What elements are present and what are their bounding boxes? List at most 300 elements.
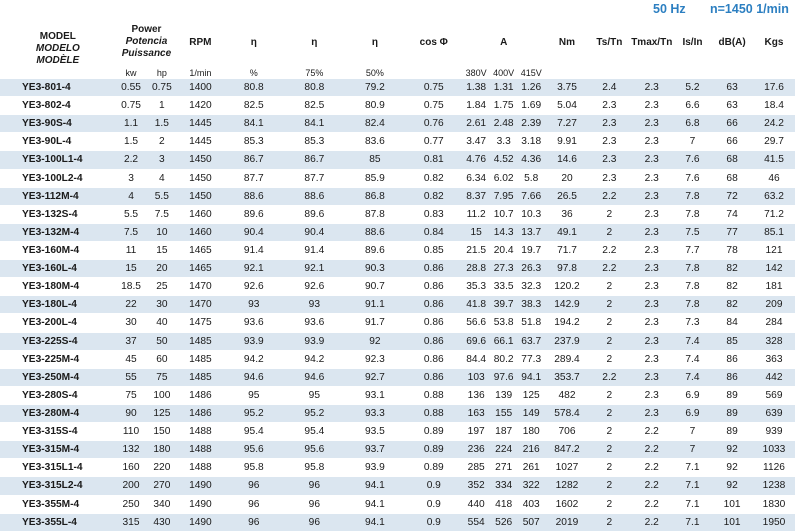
value-cell: 13.7 <box>517 223 545 241</box>
value-cell: 7.1 <box>674 513 711 531</box>
value-cell: 87.8 <box>345 205 406 223</box>
value-cell: 1485 <box>177 350 223 368</box>
value-cell: 96 <box>284 495 345 513</box>
value-cell: 60 <box>146 350 177 368</box>
value-cell: 125 <box>517 386 545 404</box>
value-cell: 5.2 <box>674 79 711 97</box>
value-cell: 39.7 <box>490 296 518 314</box>
value-cell: 91.1 <box>345 296 406 314</box>
value-cell: 92 <box>345 332 406 350</box>
value-cell: 2.3 <box>630 205 674 223</box>
value-cell: 93.3 <box>345 404 406 422</box>
table-row <box>0 423 795 441</box>
value-cell: 0.77 <box>405 133 462 151</box>
value-cell: 2.3 <box>630 260 674 278</box>
table-row <box>0 459 795 477</box>
value-cell: 71.2 <box>753 205 795 223</box>
value-cell: 2.3 <box>630 350 674 368</box>
torque-header: Nm <box>558 36 576 48</box>
value-cell: 0.86 <box>405 260 462 278</box>
efficiency-header: η <box>250 36 257 48</box>
value-cell: 1488 <box>177 441 223 459</box>
is-in-header: Is/In <box>682 36 703 48</box>
value-cell: 95.4 <box>224 423 285 441</box>
value-cell: 1485 <box>177 368 223 386</box>
value-cell: 97.6 <box>490 368 518 386</box>
value-cell: 706 <box>545 423 589 441</box>
motor-spec-table <box>0 20 795 531</box>
value-cell: 14.3 <box>490 223 518 241</box>
unit-380v: 380V <box>465 68 487 78</box>
value-cell: 86.8 <box>345 187 406 205</box>
unit-400v: 400V <box>493 68 515 78</box>
value-cell: 2.3 <box>630 187 674 205</box>
value-cell: 418 <box>490 495 518 513</box>
value-cell: 94.2 <box>224 350 285 368</box>
value-cell: 18.5 <box>116 278 147 296</box>
value-cell: 21.5 <box>462 241 490 259</box>
value-cell: 132 <box>116 441 147 459</box>
value-cell: 96 <box>284 513 345 531</box>
value-cell: 86 <box>711 368 753 386</box>
unit-eta-75: 75% <box>305 68 324 78</box>
value-cell: 289.4 <box>545 350 589 368</box>
value-cell: 90 <box>116 404 147 422</box>
value-cell: 442 <box>753 368 795 386</box>
value-cell: 96 <box>224 513 285 531</box>
value-cell: 28.8 <box>462 260 490 278</box>
ts-tn-header: Ts/Tn <box>596 36 623 48</box>
value-cell: 2.39 <box>517 115 545 133</box>
value-cell: 93.9 <box>345 459 406 477</box>
value-cell: 86 <box>711 350 753 368</box>
value-cell: 2.3 <box>589 151 630 169</box>
value-cell: 89.6 <box>224 205 285 223</box>
model-cell: YE3-200L-4 <box>0 314 116 332</box>
table-row <box>0 441 795 459</box>
value-cell: 1.69 <box>517 97 545 115</box>
value-cell: 7.8 <box>674 260 711 278</box>
value-cell: 82.4 <box>345 115 406 133</box>
value-cell: 1460 <box>177 223 223 241</box>
value-cell: 1400 <box>177 79 223 97</box>
value-cell: 1950 <box>753 513 795 531</box>
value-cell: 363 <box>753 350 795 368</box>
value-cell: 96 <box>224 477 285 495</box>
value-cell: 0.85 <box>405 241 462 259</box>
value-cell: 94.1 <box>345 477 406 495</box>
value-cell: 1.84 <box>462 97 490 115</box>
model-cell: YE3-280M-4 <box>0 404 116 422</box>
frequency-header <box>0 0 795 20</box>
model-cell: YE3-100L1-4 <box>0 151 116 169</box>
value-cell: 37 <box>116 332 147 350</box>
value-cell: 97.8 <box>545 260 589 278</box>
value-cell: 149 <box>517 404 545 422</box>
value-cell: 136 <box>462 386 490 404</box>
value-cell: 4 <box>116 187 147 205</box>
value-cell: 2.3 <box>630 223 674 241</box>
value-cell: 578.4 <box>545 404 589 422</box>
value-cell: 2.3 <box>630 169 674 187</box>
value-cell: 30 <box>146 296 177 314</box>
value-cell: 7.66 <box>517 187 545 205</box>
model-cell: YE3-90S-4 <box>0 115 116 133</box>
value-cell: 0.75 <box>146 79 177 97</box>
value-cell: 66 <box>711 133 753 151</box>
value-cell: 284 <box>753 314 795 332</box>
value-cell: 7.1 <box>674 495 711 513</box>
value-cell: 2.2 <box>630 513 674 531</box>
value-cell: 83.6 <box>345 133 406 151</box>
value-cell: 3.75 <box>545 79 589 97</box>
value-cell: 340 <box>146 495 177 513</box>
value-cell: 8.37 <box>462 187 490 205</box>
model-cell: YE3-225M-4 <box>0 350 116 368</box>
value-cell: 507 <box>517 513 545 531</box>
value-cell: 315 <box>116 513 147 531</box>
value-cell: 2 <box>589 314 630 332</box>
value-cell: 51.8 <box>517 314 545 332</box>
table-row <box>0 169 795 187</box>
value-cell: 11 <box>116 241 147 259</box>
value-cell: 110 <box>116 423 147 441</box>
value-cell: 29.7 <box>753 133 795 151</box>
value-cell: 261 <box>517 459 545 477</box>
value-cell: 7 <box>674 133 711 151</box>
model-cell: YE3-280S-4 <box>0 386 116 404</box>
value-cell: 0.9 <box>405 513 462 531</box>
value-cell: 4.76 <box>462 151 490 169</box>
value-cell: 22 <box>116 296 147 314</box>
value-cell: 26.3 <box>517 260 545 278</box>
value-cell: 18.4 <box>753 97 795 115</box>
value-cell: 95.6 <box>224 441 285 459</box>
value-cell: 220 <box>146 459 177 477</box>
value-cell: 41.5 <box>753 151 795 169</box>
value-cell: 92.1 <box>284 260 345 278</box>
value-cell: 2 <box>589 205 630 223</box>
value-cell: 88.6 <box>284 187 345 205</box>
value-cell: 236 <box>462 441 490 459</box>
value-cell: 82.5 <box>284 97 345 115</box>
value-cell: 72 <box>711 187 753 205</box>
value-cell: 63 <box>711 79 753 97</box>
value-cell: 92 <box>711 477 753 495</box>
value-cell: 1450 <box>177 151 223 169</box>
value-cell: 0.86 <box>405 350 462 368</box>
unit-415v: 415V <box>520 68 542 78</box>
value-cell: 26.5 <box>545 187 589 205</box>
value-cell: 96 <box>224 495 285 513</box>
value-cell: 1465 <box>177 241 223 259</box>
value-cell: 430 <box>146 513 177 531</box>
efficiency-50-header: η <box>371 36 378 48</box>
value-cell: 63.7 <box>517 332 545 350</box>
value-cell: 163 <box>462 404 490 422</box>
value-cell: 0.55 <box>116 79 147 97</box>
value-cell: 0.86 <box>405 332 462 350</box>
model-cell: YE3-180M-4 <box>0 278 116 296</box>
value-cell: 25 <box>146 278 177 296</box>
value-cell: 82.5 <box>224 97 285 115</box>
model-cell: YE3-90L-4 <box>0 133 116 151</box>
value-cell: 1490 <box>177 495 223 513</box>
value-cell: 80.2 <box>490 350 518 368</box>
value-cell: 94.1 <box>345 495 406 513</box>
value-cell: 0.81 <box>405 151 462 169</box>
model-cell: YE3-160L-4 <box>0 260 116 278</box>
value-cell: 6.34 <box>462 169 490 187</box>
value-cell: 85.3 <box>224 133 285 151</box>
value-cell: 92.6 <box>284 278 345 296</box>
value-cell: 847.2 <box>545 441 589 459</box>
value-cell: 17.6 <box>753 79 795 97</box>
value-cell: 1465 <box>177 260 223 278</box>
value-cell: 250 <box>116 495 147 513</box>
value-cell: 93.1 <box>345 386 406 404</box>
value-cell: 2.3 <box>630 115 674 133</box>
value-cell: 0.83 <box>405 205 462 223</box>
value-cell: 2 <box>589 332 630 350</box>
value-cell: 1.75 <box>490 97 518 115</box>
value-cell: 0.88 <box>405 386 462 404</box>
value-cell: 271 <box>490 459 518 477</box>
table-row <box>0 133 795 151</box>
value-cell: 68 <box>711 169 753 187</box>
value-cell: 0.86 <box>405 314 462 332</box>
value-cell: 2.3 <box>589 115 630 133</box>
value-cell: 2 <box>589 278 630 296</box>
value-cell: 91.4 <box>224 241 285 259</box>
model-cell: YE3-132M-4 <box>0 223 116 241</box>
value-cell: 1490 <box>177 513 223 531</box>
value-cell: 1470 <box>177 278 223 296</box>
value-cell: 7.8 <box>674 187 711 205</box>
value-cell: 0.86 <box>405 368 462 386</box>
value-cell: 554 <box>462 513 490 531</box>
value-cell: 216 <box>517 441 545 459</box>
model-cell: YE3-315M-4 <box>0 441 116 459</box>
value-cell: 2 <box>589 495 630 513</box>
spec-rows <box>0 79 795 531</box>
value-cell: 89 <box>711 404 753 422</box>
value-cell: 94.6 <box>284 368 345 386</box>
value-cell: 1450 <box>177 169 223 187</box>
value-cell: 1486 <box>177 404 223 422</box>
value-cell: 2.4 <box>589 79 630 97</box>
value-cell: 125 <box>146 404 177 422</box>
value-cell: 92 <box>711 459 753 477</box>
value-cell: 285 <box>462 459 490 477</box>
value-cell: 7.5 <box>146 205 177 223</box>
value-cell: 2 <box>589 350 630 368</box>
value-cell: 7.6 <box>674 151 711 169</box>
value-cell: 89 <box>711 386 753 404</box>
model-cell: YE3-160M-4 <box>0 241 116 259</box>
table-row <box>0 314 795 332</box>
value-cell: 68 <box>711 151 753 169</box>
value-cell: 1126 <box>753 459 795 477</box>
value-cell: 94.2 <box>284 350 345 368</box>
value-cell: 93.6 <box>284 314 345 332</box>
value-cell: 63.2 <box>753 187 795 205</box>
model-cell: YE3-355L-4 <box>0 513 116 531</box>
speed-label: n=1450 1/min <box>710 2 789 16</box>
value-cell: 121 <box>753 241 795 259</box>
unit-eta-50: 50% <box>365 68 384 78</box>
value-cell: 2.2 <box>589 260 630 278</box>
value-cell: 2.2 <box>630 477 674 495</box>
value-cell: 2.3 <box>630 151 674 169</box>
value-cell: 328 <box>753 332 795 350</box>
value-cell: 9.91 <box>545 133 589 151</box>
value-cell: 20 <box>545 169 589 187</box>
value-cell: 95 <box>284 386 345 404</box>
value-cell: 1490 <box>177 477 223 495</box>
value-cell: 120.2 <box>545 278 589 296</box>
value-cell: 0.82 <box>405 187 462 205</box>
weight-header: Kgs <box>764 36 784 48</box>
unit-eta-100: % <box>249 68 258 78</box>
value-cell: 10.3 <box>517 205 545 223</box>
value-cell: 7.6 <box>674 169 711 187</box>
value-cell: 2.61 <box>462 115 490 133</box>
value-cell: 63 <box>711 97 753 115</box>
value-cell: 1485 <box>177 332 223 350</box>
value-cell: 1.38 <box>462 79 490 97</box>
value-cell: 5.8 <box>517 169 545 187</box>
value-cell: 6.8 <box>674 115 711 133</box>
value-cell: 2.3 <box>589 169 630 187</box>
value-cell: 2 <box>589 296 630 314</box>
value-cell: 2.2 <box>589 368 630 386</box>
tmax-tn-header: Tmax/Tn <box>631 36 673 48</box>
value-cell: 2.3 <box>630 133 674 151</box>
value-cell: 0.9 <box>405 477 462 495</box>
value-cell: 84.1 <box>284 115 345 133</box>
value-cell: 95 <box>224 386 285 404</box>
table-row <box>0 223 795 241</box>
value-cell: 95.8 <box>224 459 285 477</box>
value-cell: 181 <box>753 278 795 296</box>
value-cell: 79.2 <box>345 79 406 97</box>
value-cell: 88.6 <box>224 187 285 205</box>
model-cell: YE3-801-4 <box>0 79 116 97</box>
table-row <box>0 386 795 404</box>
value-cell: 2.2 <box>589 187 630 205</box>
value-cell: 6.9 <box>674 404 711 422</box>
value-cell: 0.88 <box>405 404 462 422</box>
value-cell: 75 <box>116 386 147 404</box>
value-cell: 0.86 <box>405 278 462 296</box>
unit-rpm: 1/min <box>189 68 212 78</box>
value-cell: 14.6 <box>545 151 589 169</box>
value-cell: 84.1 <box>224 115 285 133</box>
value-cell: 403 <box>517 495 545 513</box>
value-cell: 33.5 <box>490 278 518 296</box>
value-cell: 92.3 <box>345 350 406 368</box>
value-cell: 180 <box>146 441 177 459</box>
current-header: A <box>500 36 508 48</box>
value-cell: 2.3 <box>589 97 630 115</box>
value-cell: 84.4 <box>462 350 490 368</box>
value-cell: 7 <box>674 441 711 459</box>
value-cell: 53.8 <box>490 314 518 332</box>
value-cell: 36 <box>545 205 589 223</box>
model-cell: YE3-112M-4 <box>0 187 116 205</box>
value-cell: 74 <box>711 205 753 223</box>
value-cell: 180 <box>517 423 545 441</box>
model-cell: YE3-250M-4 <box>0 368 116 386</box>
value-cell: 71.7 <box>545 241 589 259</box>
value-cell: 237.9 <box>545 332 589 350</box>
value-cell: 3.18 <box>517 133 545 151</box>
table-row <box>0 205 795 223</box>
value-cell: 1.5 <box>116 133 147 151</box>
value-cell: 197 <box>462 423 490 441</box>
value-cell: 100 <box>146 386 177 404</box>
value-cell: 440 <box>462 495 490 513</box>
value-cell: 1488 <box>177 423 223 441</box>
value-cell: 2.2 <box>589 241 630 259</box>
value-cell: 1238 <box>753 477 795 495</box>
table-row <box>0 79 795 97</box>
value-cell: 89.6 <box>284 205 345 223</box>
value-cell: 38.3 <box>517 296 545 314</box>
value-cell: 85 <box>345 151 406 169</box>
value-cell: 2.3 <box>589 133 630 151</box>
model-cell: YE3-225S-4 <box>0 332 116 350</box>
value-cell: 2.48 <box>490 115 518 133</box>
value-cell: 2.2 <box>630 423 674 441</box>
table-row <box>0 368 795 386</box>
value-cell: 1282 <box>545 477 589 495</box>
value-cell: 2.3 <box>630 97 674 115</box>
value-cell: 0.89 <box>405 441 462 459</box>
value-cell: 30 <box>116 314 147 332</box>
value-cell: 5.5 <box>116 205 147 223</box>
model-cell: YE3-100L2-4 <box>0 169 116 187</box>
value-cell: 160 <box>116 459 147 477</box>
power-header: Power Potencia Puissance <box>121 24 172 59</box>
table-row <box>0 151 795 169</box>
value-cell: 194.2 <box>545 314 589 332</box>
value-cell: 90.3 <box>345 260 406 278</box>
value-cell: 2.2 <box>116 151 147 169</box>
value-cell: 1475 <box>177 314 223 332</box>
value-cell: 2.3 <box>630 241 674 259</box>
unit-kw: kw <box>125 68 137 78</box>
value-cell: 2.3 <box>630 278 674 296</box>
value-cell: 93 <box>224 296 285 314</box>
value-cell: 66 <box>711 115 753 133</box>
value-cell: 224 <box>490 441 518 459</box>
table-row <box>0 350 795 368</box>
value-cell: 5.5 <box>146 187 177 205</box>
value-cell: 2.3 <box>630 332 674 350</box>
value-cell: 2.3 <box>630 296 674 314</box>
table-row <box>0 495 795 513</box>
table-row <box>0 278 795 296</box>
value-cell: 77 <box>711 223 753 241</box>
value-cell: 200 <box>116 477 147 495</box>
value-cell: 2.3 <box>630 79 674 97</box>
value-cell: 2 <box>589 441 630 459</box>
value-cell: 94.1 <box>517 368 545 386</box>
value-cell: 155 <box>490 404 518 422</box>
table-row <box>0 97 795 115</box>
